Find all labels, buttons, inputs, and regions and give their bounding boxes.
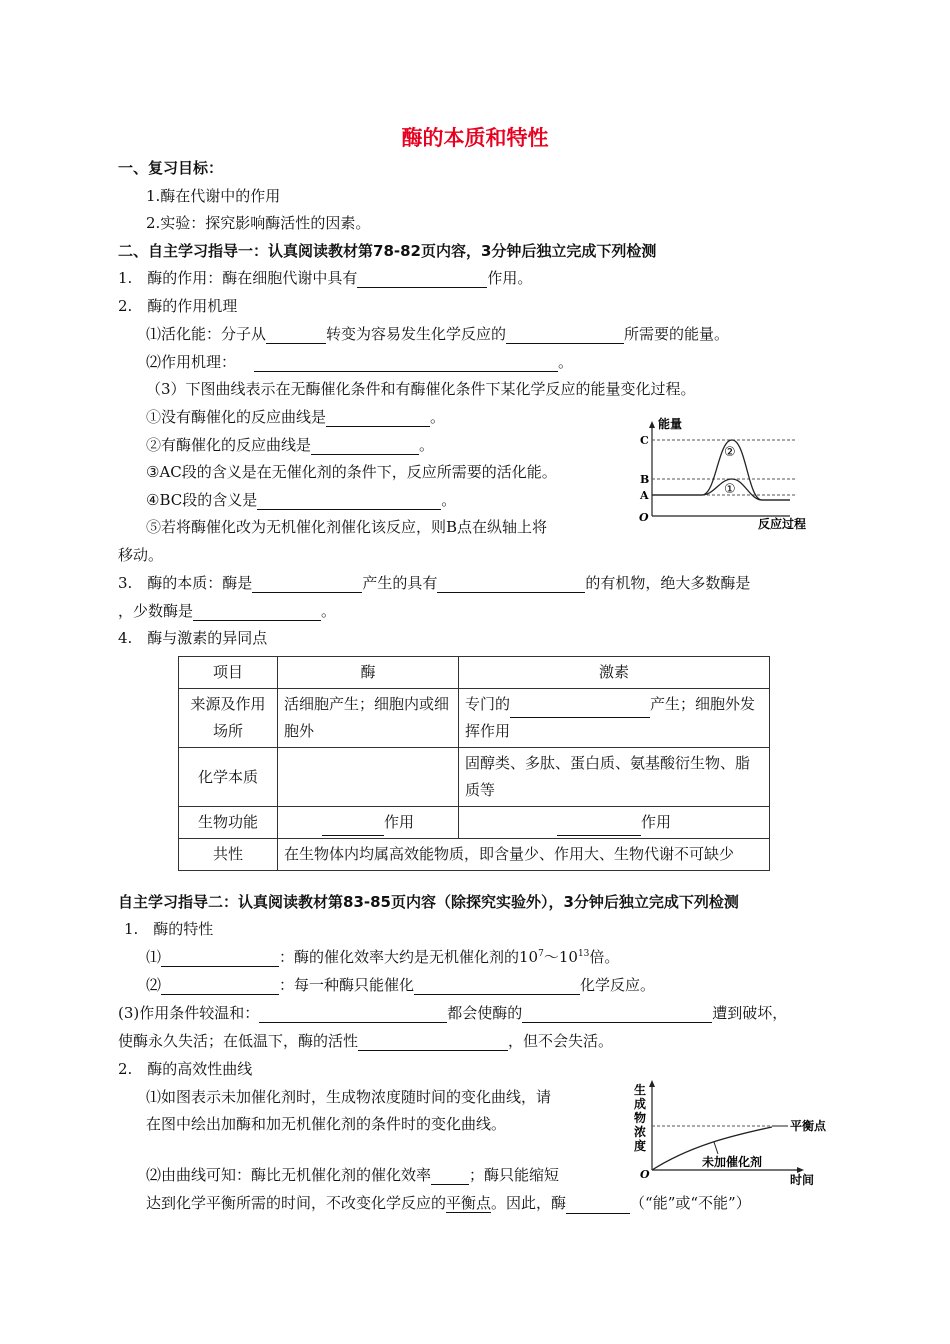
cell-enzyme-nature bbox=[278, 748, 459, 807]
property-conditions-cont: 使酶永久失活；在低温下，酶的活性 ，但不会失活。 bbox=[118, 1032, 614, 1050]
fig1-ylabel: 能量 bbox=[658, 417, 683, 431]
fig1-label-a: A bbox=[640, 489, 649, 502]
fig2-ylabel-2: 成 bbox=[634, 1097, 647, 1111]
q2-mechanism: ⑵作用机理： 。 bbox=[146, 353, 574, 371]
fig1-origin: O bbox=[639, 511, 649, 524]
curve-q4: ④BC段的含义是 。 bbox=[146, 491, 457, 509]
fig2-ylabel-1: 生 bbox=[634, 1083, 647, 1097]
question-2: 2. 酶的作用机理 bbox=[118, 297, 238, 315]
question-3: 3. 酶的本质：酶是 产生的具有 的有机物，绝大多数酶是 bbox=[118, 574, 751, 592]
table-header-item: 项目 bbox=[179, 657, 278, 689]
fig2-ylabel-3: 物 bbox=[634, 1111, 647, 1125]
property-conditions: (3)作用条件较温和： 都会使酶的 遭到破坏， bbox=[118, 1004, 788, 1022]
row-label-nature: 化学本质 bbox=[179, 748, 278, 807]
question-3-cont: ，少数酶是 。 bbox=[118, 602, 337, 620]
curve-q2: ②有酶催化的反应曲线是 。 bbox=[146, 436, 435, 454]
table-header-enzyme: 酶 bbox=[278, 657, 459, 689]
s3-question-1: 1. 酶的特性 bbox=[124, 920, 214, 938]
efficiency-q1: ⑴如图表示未加催化剂时，生成物浓度随时间的变化曲线，请 bbox=[146, 1088, 552, 1106]
row-label-common: 共性 bbox=[179, 839, 278, 871]
fig1-curve1-label: ① bbox=[724, 482, 736, 497]
property-specificity: ⑵ ：每一种酶只能催化 化学反应。 bbox=[146, 976, 656, 994]
efficiency-q2: ⑵由曲线可知：酶比无机催化剂的催化效率 ；酶只能缩短 bbox=[146, 1166, 560, 1184]
efficiency-q2-cont: 达到化学平衡所需的时间，不改变化学反应的平衡点。因此，酶 （“能”或“不能”） bbox=[146, 1194, 751, 1212]
table-row bbox=[179, 748, 770, 807]
cell-common: 在生物体内均属高效能物质，即含量少、作用大、生物代谢不可缺少 bbox=[278, 839, 770, 871]
fig2-xlabel: 时间 bbox=[790, 1173, 815, 1186]
fig1-xlabel: 反应过程 bbox=[758, 517, 807, 531]
energy-diagram bbox=[630, 414, 820, 532]
section2-heading: 二、自主学习指导一：认真阅读教材第78-82页内容，3分钟后独立完成下列检测 bbox=[118, 242, 657, 260]
fig2-ylabel-4: 浓 bbox=[634, 1125, 647, 1139]
cell-hormone-source: 专门的 产生；细胞外发挥作用 bbox=[459, 689, 770, 748]
objective-2: 2.实验：探究影响酶活性的因素。 bbox=[146, 214, 371, 232]
fig1-curve2-label: ② bbox=[724, 445, 736, 460]
section1-heading: 一、复习目标： bbox=[118, 159, 224, 177]
curve-q5-cont: 移动。 bbox=[118, 546, 164, 564]
efficiency-q1-cont: 在图中绘出加酶和加无机催化剂的条件时的变化曲线。 bbox=[146, 1115, 507, 1133]
curve-q1: ①没有酶催化的反应曲线是 。 bbox=[146, 408, 446, 426]
fig2-origin: O bbox=[640, 1168, 650, 1181]
question-1: 1. 酶的作用：酶在细胞代谢中具有 作用。 bbox=[118, 269, 533, 287]
enzyme-hormone-table bbox=[178, 656, 770, 871]
row-label-source: 来源及作用场所 bbox=[179, 689, 278, 748]
s3-question-2: 2. 酶的高效性曲线 bbox=[118, 1060, 253, 1078]
row-label-function: 生物功能 bbox=[179, 807, 278, 839]
cell-enzyme-source: 活细胞产生；细胞内或细胞外 bbox=[278, 689, 459, 748]
section3-heading: 自主学习指导二：认真阅读教材第83-85页内容（除探究实验外），3分钟后独立完成下列检测 bbox=[118, 893, 739, 911]
curve-q3: ③AC段的含义是在无催化剂的条件下，反应所需要的活化能。 bbox=[146, 463, 557, 481]
question-4: 4. 酶与激素的异同点 bbox=[118, 629, 268, 647]
q2-curve-intro: （3）下图曲线表示在无酶催化条件和有酶催化条件下某化学反应的能量变化过程。 bbox=[146, 380, 696, 398]
property-efficiency: ⑴ ：酶的催化效率大约是无机催化剂的$10^7\sim 10^{13}$倍。 bbox=[146, 948, 620, 966]
table-header-hormone: 激素 bbox=[459, 657, 770, 689]
page-title: 酶的本质和特性 bbox=[401, 126, 549, 150]
table-row bbox=[179, 839, 770, 871]
fig2-curve-label: 未加催化剂 bbox=[702, 1155, 763, 1169]
table-row bbox=[179, 689, 770, 748]
cell-hormone-nature: 固醇类、多肽、蛋白质、氨基酸衍生物、脂质等 bbox=[459, 748, 770, 807]
objective-1: 1.酶在代谢中的作用 bbox=[146, 187, 281, 205]
fig1-label-b: B bbox=[640, 473, 650, 486]
fig1-label-c: C bbox=[640, 434, 649, 447]
q2-activation-energy: ⑴活化能：分子从 转变为容易发生化学反应的 所需要的能量。 bbox=[146, 325, 730, 343]
cell-hormone-function: 作用 bbox=[459, 807, 770, 839]
cell-enzyme-function: 作用 bbox=[278, 807, 459, 839]
curve-q5: ⑤若将酶催化改为无机催化剂催化该反应，则B点在纵轴上将 bbox=[146, 518, 548, 536]
table-row bbox=[179, 807, 770, 839]
efficiency-curve-diagram bbox=[630, 1074, 830, 1186]
fig2-balance-label: 平衡点 bbox=[790, 1119, 827, 1133]
fig2-ylabel-5: 度 bbox=[634, 1139, 647, 1153]
table-row bbox=[179, 657, 770, 689]
